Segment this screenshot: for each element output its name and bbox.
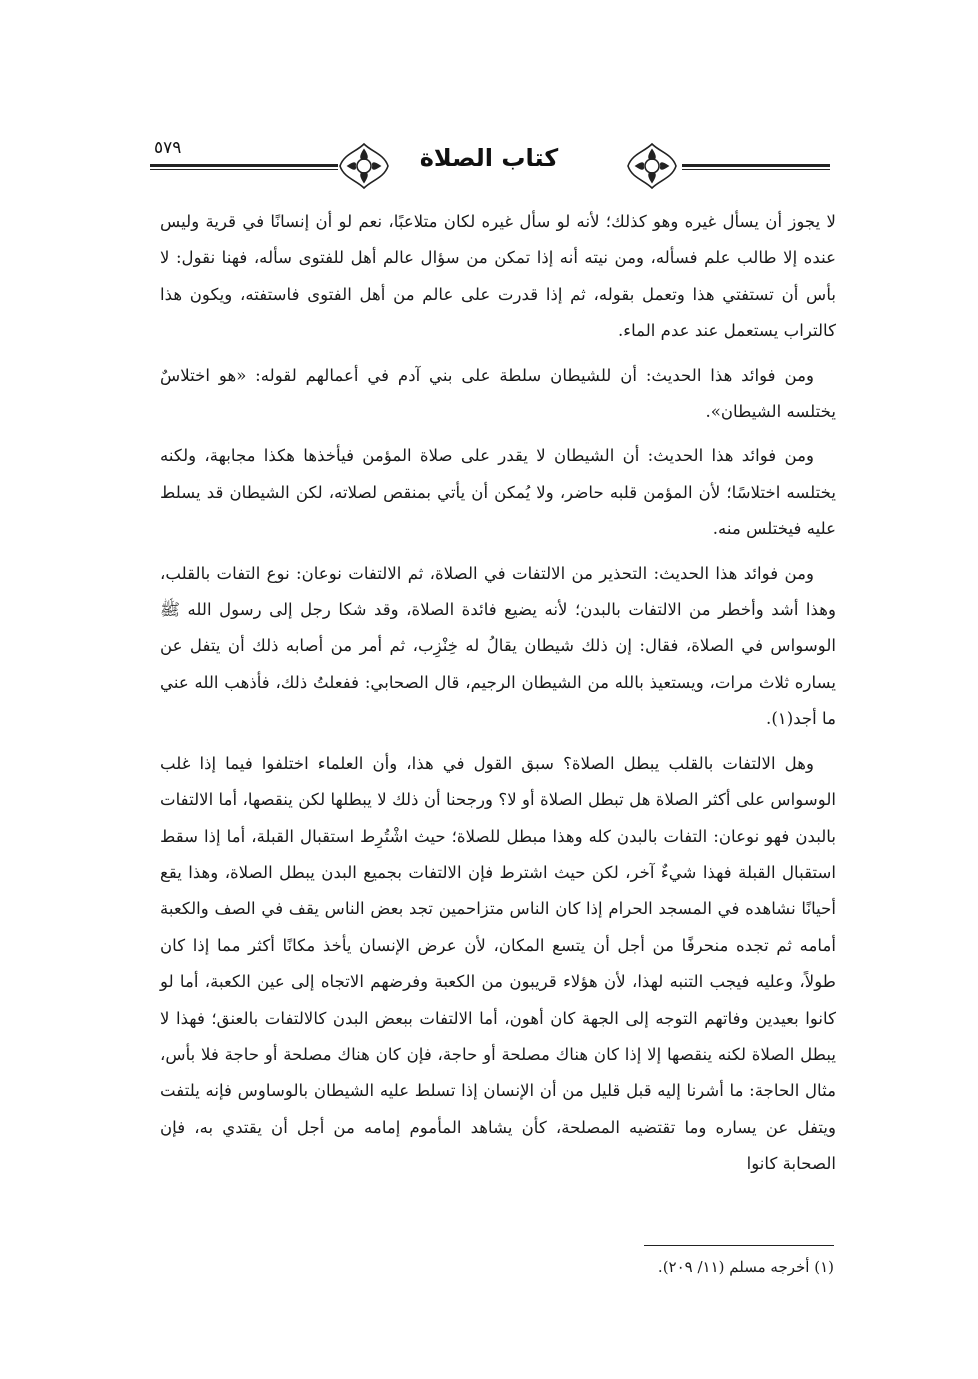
ornament-icon (336, 140, 392, 192)
footnote-divider (644, 1245, 834, 1246)
ornament-icon (624, 140, 680, 192)
paragraph: ومن فوائد هذا الحديث: التحذير من الالتفات في الصلاة، ثم الالتفات نوعان: نوع التفات بالقلب، وهذا أشد وأخطر من الالتفات بالبدن؛ لأنه يضيع فائدة الصلاة، وقد شكا رجل إلى رسول الله ﷺ الوسواس في الصلاة، فقال: إن ذلك شيطان يقالُ له خِنْزِب، ثم أمر من أصابه ذلك أن يتفل عن يساره ثلاث مرات، ويستعيذ بالله من الشيطان الرجيم، قال الصحابي: ففعلتُ ذلك، فأذهب الله عني ما أجد(١). (160, 563, 836, 729)
header-rule-right (682, 164, 830, 170)
body-text (160, 204, 836, 1191)
page-number: ٥٧٩ (154, 138, 182, 158)
paragraph: ومن فوائد هذا الحديث: أن الشيطان لا يقدر على صلاة المؤمن فيأخذها هكذا مجابهة، ولكنه يختلسه اختلاسًا؛ لأن المؤمن قلبه حاضر، ولا يُمكن أن يأتي بمنقص لصلاته، لكن الشيطان قد يسلط عليه فيختلس منه. (160, 446, 836, 539)
paragraph: ومن فوائد هذا الحديث: أن للشيطان سلطة على بني آدم في أعمالهم لقوله: «هو اختلاسٌ يختلسه الشيطان». (160, 365, 836, 422)
paragraph: لا يجوز أن يسأل غيره وهو كذلك؛ لأنه لو سأل غيره لكان متلاعبًا، نعم لو أن إنسانًا في قرية وليس عنده إلا طالب علم فسأله، ومن نيته أنه إذا تمكن من سؤال عالم أهل للفتوى سأله، فهنا نقول: لا بأس أن تستفتي هذا وتعمل بقوله، ثم إذا قدرت على عالم من أهل الفتوى فاستفته، ويكون هذا كالتراب يستعمل عند عدم الماء. (160, 212, 836, 341)
page-header (150, 138, 830, 194)
header-rule-left (150, 164, 338, 170)
page-title: كتاب الصلاة (419, 144, 559, 172)
paragraph: وهل الالتفات بالقلب يبطل الصلاة؟ سبق القول في هذا، وأن العلماء اختلفوا فيما إذا غلب الوسواس على أكثر الصلاة هل تبطل الصلاة أو لا؟ ورجحنا أن ذلك لا يبطلها لكن ينقصها، أما الالتفات بالبدن فهو نوعان: التفات بالبدن كله وهذا مبطل للصلاة؛ حيث اشْتُرِط استقبال القبلة، أما إذا سقط استقبال القبلة فهذا شيءٌ آخر، لكن حيث اشترط فإن الالتفات بجميع البدن يبطل الصلاة، وهذا يقع أحيانًا نشاهده في المسجد الحرام إذا كان الناس متزاحمين تجد بعض الناس يقف في الصف والكعبة أمامه ثم تجده منحرفًا من أجل أن يتسع المكان، لأن عرض الإنسان يأخذ مكانًا أكثر مما إذا كان طولاً، وعليه فيجب التنبه لهذا، لأن هؤلاء قريبون من الكعبة وفرضهم الاتجاه إلى عين الكعبة، أما لو كانوا بعيدين وفاتهم التوجه إلى الجهة كان أهون، أما الالتفات ببعض البدن كالالتفات بالعنق؛ فهذا لا يبطل الصلاة لكنه ينقصها إلا إذا كان هناك مصلحة أو حاجة، فإن كان هناك مصلحة أو حاجة فلا بأس، مثال الحاجة: ما أشرنا إليه قبل قليل من أن الإنسان إذا تسلط عليه الشيطان بالوساوس فإنه يلتفت ويتفل عن يساره وما تقتضيه المصلحة، كأن يشاهد المأموم إمامه من أجل أن يقتدي به، فإن الصحابة كانوا (160, 753, 836, 1174)
footnote: (١) أخرجه مسلم (١١/ ٢٠٩). (657, 1258, 834, 1276)
